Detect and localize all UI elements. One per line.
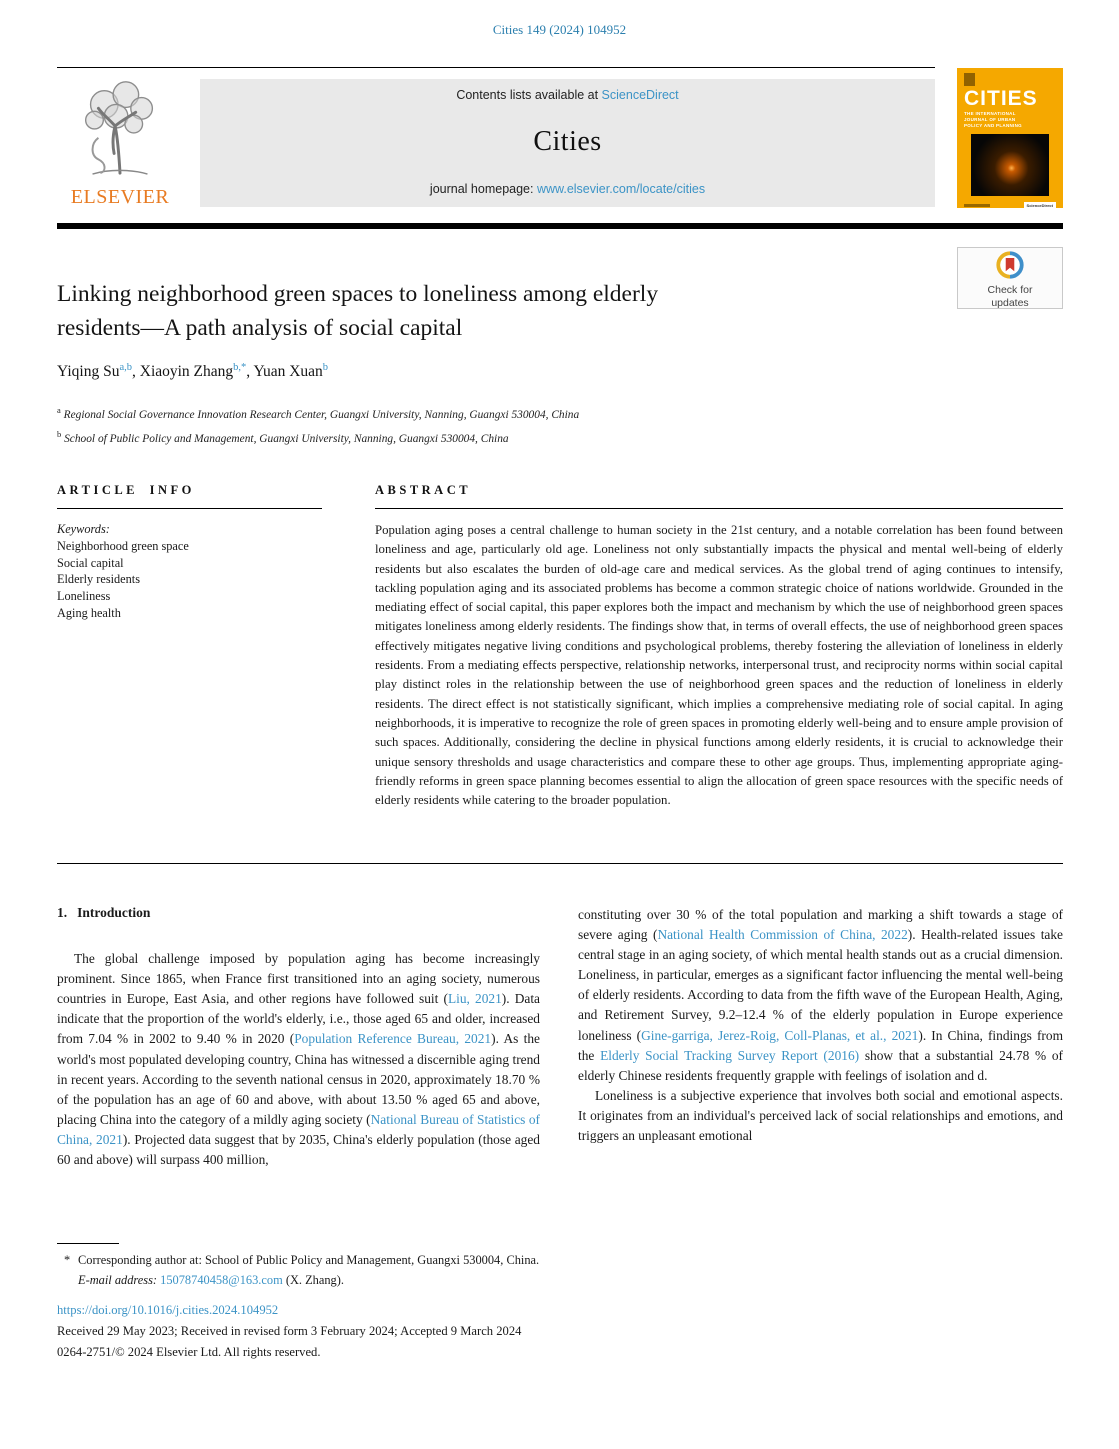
elsevier-logo	[59, 75, 181, 209]
article-info-column	[57, 483, 322, 622]
journal-title: Cities	[533, 126, 602, 157]
body-text: constituting over 30 % of the total population and marking a shift towards a stage of severe aging (	[578, 907, 1063, 943]
keywords-label: Keywords:	[57, 522, 110, 536]
elsevier-tree-icon	[68, 75, 172, 179]
copyright-line: 0264-2751/© 2024 Elsevier Ltd. All rights reserved.	[57, 1345, 321, 1359]
journal-reference: Cities 149 (2024) 104952	[492, 22, 627, 37]
affiliation	[57, 425, 579, 449]
email-label: E-mail address:	[78, 1272, 158, 1287]
email-link[interactable]: 15078740458@163.com	[157, 1272, 283, 1287]
section-divider-rule	[57, 863, 1063, 864]
footnote-corresponding	[57, 1251, 757, 1271]
citation-link[interactable]: National Bureau of Statistics of China, 2021	[57, 1111, 540, 1147]
cover-subtitle: THE INTERNATIONAL JOURNAL OF URBAN POLICY AND PLANNING	[964, 111, 1022, 128]
body-text: ). In China, findings from the	[578, 1027, 1063, 1063]
keywords-block	[57, 521, 322, 622]
affiliations	[57, 401, 579, 449]
abstract-column	[375, 483, 1063, 810]
email-suffix: (X. Zhang).	[282, 1272, 344, 1287]
footnote-marker: *	[64, 1253, 71, 1267]
received-dates: Received 29 May 2023; Received in revised form 3 February 2024; Accepted 9 March 2024	[57, 1324, 522, 1338]
intro-right-column	[578, 905, 1063, 1146]
intro-paragraph	[578, 905, 1063, 1086]
check-for-updates-badge[interactable]	[957, 247, 1063, 309]
footnote-text: Corresponding author at: School of Public Policy and Management, Guangxi 530004, China.	[78, 1253, 540, 1267]
introduction-heading-text: Introduction	[77, 905, 151, 920]
abstract-rule	[375, 508, 1063, 509]
citation-link[interactable]: Gine-garriga, Jerez-Roig, Coll-Planas, et al., 2021	[641, 1027, 919, 1043]
homepage-line	[430, 182, 705, 196]
cover-mini-logo	[964, 73, 975, 86]
keyword-item: Aging health	[57, 605, 121, 620]
affiliation-superscript: b	[57, 428, 62, 439]
cover-bottom-row	[964, 202, 1056, 208]
doi-link[interactable]: https://doi.org/10.1016/j.cities.2024.104952	[57, 1303, 279, 1317]
author-separator: ,	[132, 363, 140, 381]
footnote-rule	[57, 1243, 119, 1244]
affiliation	[57, 401, 579, 425]
keyword-item: Neighborhood green space	[57, 538, 189, 553]
author-name: Xiaoyin Zhang	[139, 363, 234, 381]
introduction-heading-number: 1.	[57, 905, 68, 920]
intro-paragraph	[57, 949, 540, 1170]
contents-line-text: Contents lists available at	[456, 88, 602, 102]
intro-left-column	[57, 903, 540, 1170]
masthead	[57, 67, 1063, 229]
journal-cover	[957, 68, 1063, 208]
masthead-banner	[200, 79, 935, 207]
article-title	[57, 278, 877, 345]
abstract-text: Population aging poses a central challenge to human society in the 21st century, and a notable correlation has been found between loneliness and age, particularly old age. Loneliness not only substantially impacts the physical and mental well-being of elderly residents but also escalates the burden of old-age care and medical services. As the global trend of aging continues to intensify, tackling population aging and its associated problems has become a common strategic choice of nations worldwide. Grounded in the mediating effect of social capital, this paper explores both the impact and mechanism by which the use of neighborhood green spaces mitigates loneliness among elderly residents. The findings show that, in terms of overall effects, the use of neighborhood green spaces effectively mitigates negative living conditions and psychological problems, thereby fostering the alleviation of loneliness in elderly residents. From a mediating effects perspective, relationship networks, interpersonal trust, and reciprocity norms within social capital play distinct roles in the relationship between the use of neighborhood green spaces and the reduction of loneliness in elderly residents. The direct effect is not statistically significant, which implies a comprehensive mediating role of social capital. In aging neighborhoods, it is imperative to recognize the role of green spaces in promoting elderly well-being and to ensure ample provision of such spaces. Additionally, considering the decline in physical functions among elderly residents, it is crucial to acknowledge their unique sensory thresholds and usage characteristics and compare these to other age groups. Thus, implementing appropriate aging-friendly reforms in green space planning becomes essential to align the allocation of green space resources with the specific needs of elderly residents while catering to the broader population.	[375, 523, 1063, 808]
check-for-updates-label-line2: updates	[991, 296, 1029, 309]
introduction-heading	[57, 903, 540, 923]
body-text: show that a substantial 24.78 % of elderly Chinese residents frequently grapple with feelings of isolation and d.	[578, 1047, 1063, 1083]
citation-link[interactable]: Population Reference Bureau, 2021	[294, 1031, 492, 1047]
article-title-line2: residents—A path analysis of social capital	[57, 314, 463, 341]
masthead-bottom-bar	[57, 223, 1063, 229]
article-info-heading: ARTICLE INFO	[57, 483, 195, 497]
author-superscript: a,b	[119, 362, 132, 373]
footnote-email-line	[57, 1271, 757, 1291]
author-superscript: b,*	[233, 362, 247, 373]
elsevier-wordmark: ELSEVIER	[70, 186, 170, 208]
affiliation-superscript: a	[57, 405, 61, 415]
body-text: ). Health-related issues take central stage in an aging society, of which mental health stands out as a crucial dimension. Loneliness, in particular, emerges as a significant factor influencing the mental well-being of elderly residents. According to data from the fifth wave of the European Health, Aging, and Retirement Survey, 9.2–12.4 % of the elderly population in Europe experience loneliness (	[578, 927, 1063, 1043]
check-for-updates-icon	[996, 251, 1024, 279]
keyword-item: Elderly residents	[57, 572, 140, 587]
cover-city-image	[971, 134, 1049, 196]
cover-issn-mark	[964, 204, 990, 207]
citation-link[interactable]: Elderly Social Tracking Survey Report (2016)	[600, 1047, 860, 1063]
body-text: ). Projected data suggest that by 2035, China's elderly population (those aged 60 and above) will surpass 400 million,	[57, 1131, 540, 1168]
cover-title: CITIES	[964, 87, 1038, 110]
article-title-line1: Linking neighborhood green spaces to loneliness among elderly	[57, 281, 659, 307]
contents-line	[456, 88, 678, 102]
author-name: Yiqing Su	[57, 363, 120, 381]
citation-link[interactable]: National Health Commission of China, 2022	[657, 927, 908, 943]
masthead-top-rule	[57, 67, 935, 68]
authors-line	[57, 362, 328, 381]
cover-sciencedirect-chip: ScienceDirect	[1024, 202, 1056, 208]
author-name: Yuan Xuan	[253, 363, 323, 381]
author-superscript: b	[322, 362, 329, 373]
body-text: ). As the world's most populated developing country, China has witnessed a discernible aging trend in recent years. According to the seventh national census in 2020, approximately 18.70 % of the population has an age of 60 and above, with about 13.50 % aged 65 and above, placing China into the category of a mildly aging society (	[57, 1031, 540, 1127]
homepage-line-text: journal homepage:	[429, 182, 537, 196]
footnote-block	[57, 1243, 757, 1290]
check-for-updates-label-line1: Check for	[987, 284, 1033, 296]
body-text: The global challenge imposed by population aging has become increasingly prominent. Since 1865, when France first transitioned into an aging society, numerous countries in Europe, East Asia, and other regions have followed suit (	[57, 951, 540, 1007]
citation-link[interactable]: Liu, 2021	[447, 991, 502, 1007]
sciencedirect-link[interactable]: ScienceDirect	[601, 88, 679, 102]
affiliation-text: Regional Social Governance Innovation Research Center, Guangxi University, Nanning, Guangxi 530004, China	[60, 408, 580, 421]
body-text: ). Data indicate that the proportion of the world's elderly, i.e., those aged 65 and older, increased from 7.04 % in 2002 to 9.40 % in 2020 (	[57, 991, 540, 1047]
homepage-link[interactable]: www.elsevier.com/locate/cities	[536, 182, 706, 196]
footer-block	[57, 1300, 1063, 1363]
abstract-heading: ABSTRACT	[375, 483, 472, 497]
intro-paragraph: Loneliness is a subjective experience that involves both social and emotional aspects. It originates from an individual's perceived lack of social relationships and emotions, and triggers an unpleasant emotional	[578, 1087, 1063, 1144]
keyword-item: Social capital	[57, 555, 124, 570]
article-info-rule	[57, 508, 322, 509]
affiliation-text: School of Public Policy and Management, Guangxi University, Nanning, Guangxi 530004, China	[61, 432, 509, 445]
keyword-item: Loneliness	[57, 589, 111, 604]
author-separator: ,	[246, 363, 254, 381]
